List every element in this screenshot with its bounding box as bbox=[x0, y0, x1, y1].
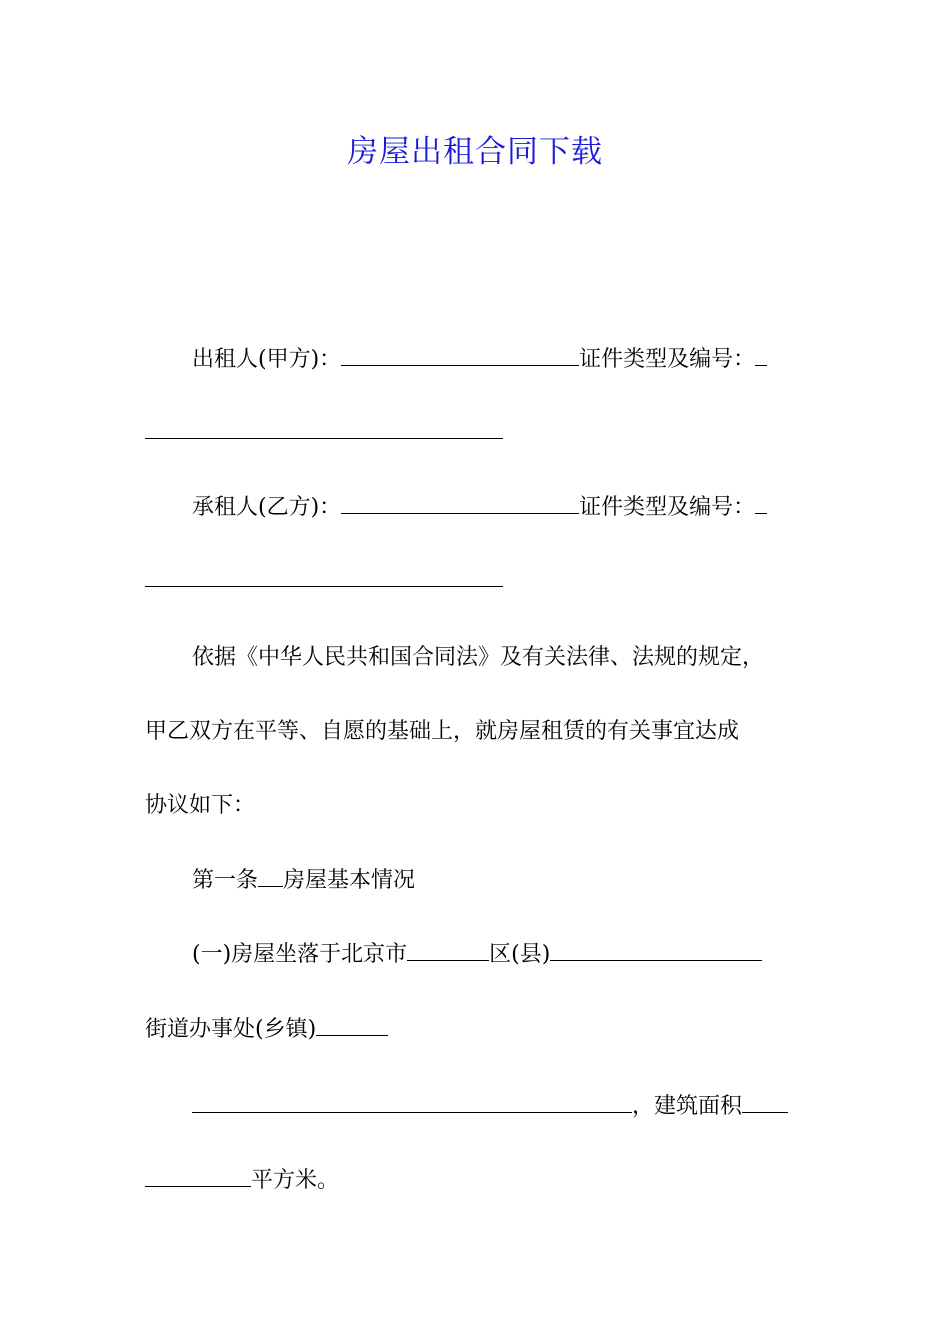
district-blank bbox=[407, 940, 489, 961]
street-label: 街道办事处(乡镇) bbox=[145, 1017, 317, 1042]
lessee-label: 承租人(乙方)： bbox=[192, 495, 342, 520]
district-label: 区(县) bbox=[489, 942, 551, 967]
address-blank bbox=[192, 1092, 632, 1113]
street-detail-blank bbox=[316, 1015, 388, 1036]
address-area-line bbox=[192, 1092, 788, 1122]
lessor-line bbox=[192, 345, 767, 375]
area-blank bbox=[145, 1166, 251, 1187]
article1-number: 第一条 bbox=[192, 868, 259, 893]
street-line bbox=[145, 1015, 388, 1045]
basis-text-2: 甲乙双方在平等、自愿的基础上，就房屋租赁的有关事宜达成 bbox=[145, 719, 740, 744]
basis-line-2 bbox=[145, 717, 739, 747]
lessor-label: 出租人(甲方)： bbox=[192, 347, 342, 372]
lessee-id-line bbox=[145, 566, 503, 587]
lessee-line bbox=[192, 493, 767, 523]
document-title: 房屋出租合同下载 bbox=[347, 134, 603, 170]
lessor-id-blank bbox=[145, 418, 503, 439]
lessee-name-blank bbox=[341, 493, 579, 514]
area-unit: 平方米。 bbox=[251, 1168, 340, 1193]
lessee-id-blank bbox=[145, 566, 503, 587]
lessee-id-blank-start bbox=[755, 493, 767, 514]
basis-text-1: 依据《中华人民共和国合同法》及有关法律、法规的规定， bbox=[192, 645, 765, 670]
article1-heading-blank bbox=[258, 866, 283, 887]
location-prefix: (一)房屋坐落于北京市 bbox=[192, 942, 408, 967]
basis-text-3: 协议如下： bbox=[145, 793, 256, 818]
article1-heading bbox=[192, 866, 415, 896]
area-label: ，建筑面积 bbox=[632, 1094, 743, 1119]
lessor-id-line bbox=[145, 418, 503, 439]
basis-line-3 bbox=[145, 791, 255, 821]
lessor-id-label: 证件类型及编号： bbox=[579, 347, 756, 372]
lessee-id-label: 证件类型及编号： bbox=[579, 495, 756, 520]
area-blank-start bbox=[742, 1092, 788, 1113]
area-unit-line bbox=[145, 1166, 339, 1196]
location-line bbox=[192, 940, 762, 970]
basis-line-1 bbox=[192, 643, 764, 673]
lessor-name-blank bbox=[341, 345, 579, 366]
street-blank bbox=[550, 940, 762, 961]
article1-title: 房屋基本情况 bbox=[283, 868, 416, 893]
lessor-id-blank-start bbox=[755, 345, 767, 366]
